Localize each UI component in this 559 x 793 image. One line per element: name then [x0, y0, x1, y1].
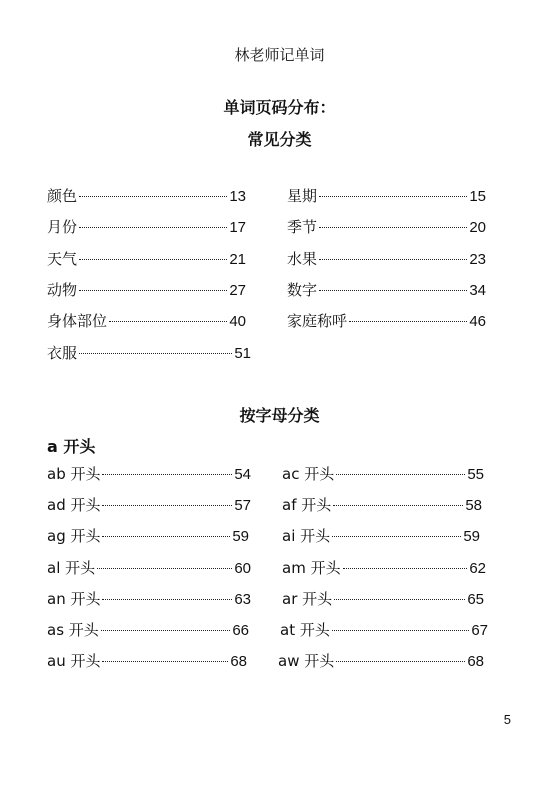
toc-entry-label: an 开头	[47, 590, 101, 608]
toc-entry-page: 68	[467, 653, 484, 670]
toc-entry-page: 17	[229, 219, 246, 236]
toc-entry-label: 衣服	[47, 344, 78, 362]
toc-entry-weather	[47, 249, 246, 269]
toc-entry-page: 40	[229, 313, 246, 330]
toc-entry-ac	[282, 464, 484, 484]
toc-entry-label: ab 开头	[47, 465, 101, 483]
toc-entry-page: 34	[469, 282, 486, 299]
toc-entry-label: 家庭称呼	[287, 312, 348, 330]
toc-entry-label: au 开头	[47, 652, 101, 670]
toc-entry-page: 58	[465, 497, 482, 514]
toc-entry-aw	[278, 651, 484, 671]
toc-entry-page: 55	[467, 466, 484, 483]
toc-entry-page: 21	[229, 251, 246, 268]
toc-entry-label: 动物	[47, 281, 78, 299]
document-header: 林老师记单词	[234, 46, 325, 64]
toc-entry-al	[47, 558, 251, 578]
toc-entry-page: 46	[469, 313, 486, 330]
toc-entry-weekdays	[287, 186, 486, 206]
toc-entry-page: 59	[232, 528, 249, 545]
dot-leader	[102, 599, 232, 600]
toc-entry-animals	[47, 280, 246, 300]
dot-leader	[79, 196, 227, 197]
toc-entry-page: 62	[469, 560, 486, 577]
page-number: 5	[503, 712, 511, 727]
toc-entry-colors	[47, 186, 246, 206]
toc-entry-page: 54	[234, 466, 251, 483]
toc-entry-label: 身体部位	[47, 312, 108, 330]
dot-leader	[79, 290, 227, 291]
dot-leader	[109, 321, 227, 322]
toc-entry-page: 67	[471, 622, 488, 639]
toc-entry-ai	[282, 526, 480, 546]
dot-leader	[102, 505, 232, 506]
dot-leader	[334, 599, 465, 600]
dot-leader	[101, 630, 231, 631]
group-a-heading: a 开头	[47, 437, 96, 456]
toc-entry-label: ar 开头	[282, 590, 333, 608]
toc-entry-label: al 开头	[47, 559, 96, 577]
dot-leader	[333, 505, 463, 506]
toc-entry-label: 天气	[47, 250, 78, 268]
toc-entry-label: ac 开头	[282, 465, 335, 483]
dot-leader	[102, 536, 230, 537]
toc-entry-page: 15	[469, 188, 486, 205]
dot-leader	[79, 259, 227, 260]
dot-leader	[97, 568, 232, 569]
toc-entry-page: 23	[469, 251, 486, 268]
dot-leader	[319, 259, 467, 260]
dot-leader	[79, 353, 232, 354]
toc-entry-family-terms	[287, 311, 486, 331]
toc-entry-body-parts	[47, 311, 246, 331]
letter-categories-title: 按字母分类	[239, 406, 320, 425]
toc-entry-ar	[282, 589, 484, 609]
toc-entry-page: 65	[467, 591, 484, 608]
dot-leader	[332, 536, 461, 537]
toc-entry-ad	[47, 495, 251, 515]
toc-entry-seasons	[287, 217, 486, 237]
dot-leader	[319, 227, 467, 228]
toc-entry-af	[282, 495, 482, 515]
toc-entry-numbers	[287, 280, 486, 300]
toc-entry-label: 月份	[47, 218, 78, 236]
toc-entry-months	[47, 217, 246, 237]
toc-entry-label: 星期	[287, 187, 318, 205]
toc-entry-label: 水果	[287, 250, 318, 268]
toc-entry-page: 63	[234, 591, 251, 608]
toc-entry-label: 数字	[287, 281, 318, 299]
toc-entry-label: as 开头	[47, 621, 99, 639]
dot-leader	[102, 661, 228, 662]
toc-entry-label: ai 开头	[282, 527, 331, 545]
toc-entry-page: 57	[234, 497, 251, 514]
toc-entry-ab	[47, 464, 251, 484]
toc-entry-clothes	[47, 343, 251, 363]
toc-entry-label: ag 开头	[47, 527, 101, 545]
dot-leader	[349, 321, 467, 322]
toc-entry-an	[47, 589, 251, 609]
toc-entry-label: af 开头	[282, 496, 332, 514]
toc-entry-am	[282, 558, 486, 578]
toc-entry-page: 66	[232, 622, 249, 639]
dot-leader	[336, 474, 465, 475]
toc-entry-page: 27	[229, 282, 246, 299]
dot-leader	[336, 661, 465, 662]
common-categories-title: 常见分类	[247, 130, 312, 149]
toc-entry-page: 51	[234, 345, 251, 362]
toc-entry-at	[280, 620, 488, 640]
toc-entry-page: 20	[469, 219, 486, 236]
dot-leader	[332, 630, 469, 631]
dot-leader	[79, 227, 227, 228]
toc-entry-label: aw 开头	[278, 652, 335, 670]
distribution-title: 单词页码分布：	[223, 98, 336, 117]
toc-entry-page: 13	[229, 188, 246, 205]
dot-leader	[319, 196, 467, 197]
toc-entry-ag	[47, 526, 249, 546]
dot-leader	[102, 474, 232, 475]
toc-entry-label: 季节	[287, 218, 318, 236]
toc-entry-label: at 开头	[280, 621, 330, 639]
toc-entry-label: 颜色	[47, 187, 78, 205]
toc-entry-label: am 开头	[282, 559, 341, 577]
toc-entry-page: 59	[463, 528, 480, 545]
toc-entry-label: ad 开头	[47, 496, 101, 514]
toc-entry-fruits	[287, 249, 486, 269]
dot-leader	[319, 290, 467, 291]
toc-entry-page: 68	[230, 653, 247, 670]
toc-entry-page: 60	[234, 560, 251, 577]
toc-entry-as	[47, 620, 249, 640]
toc-entry-au	[47, 651, 247, 671]
dot-leader	[343, 568, 468, 569]
